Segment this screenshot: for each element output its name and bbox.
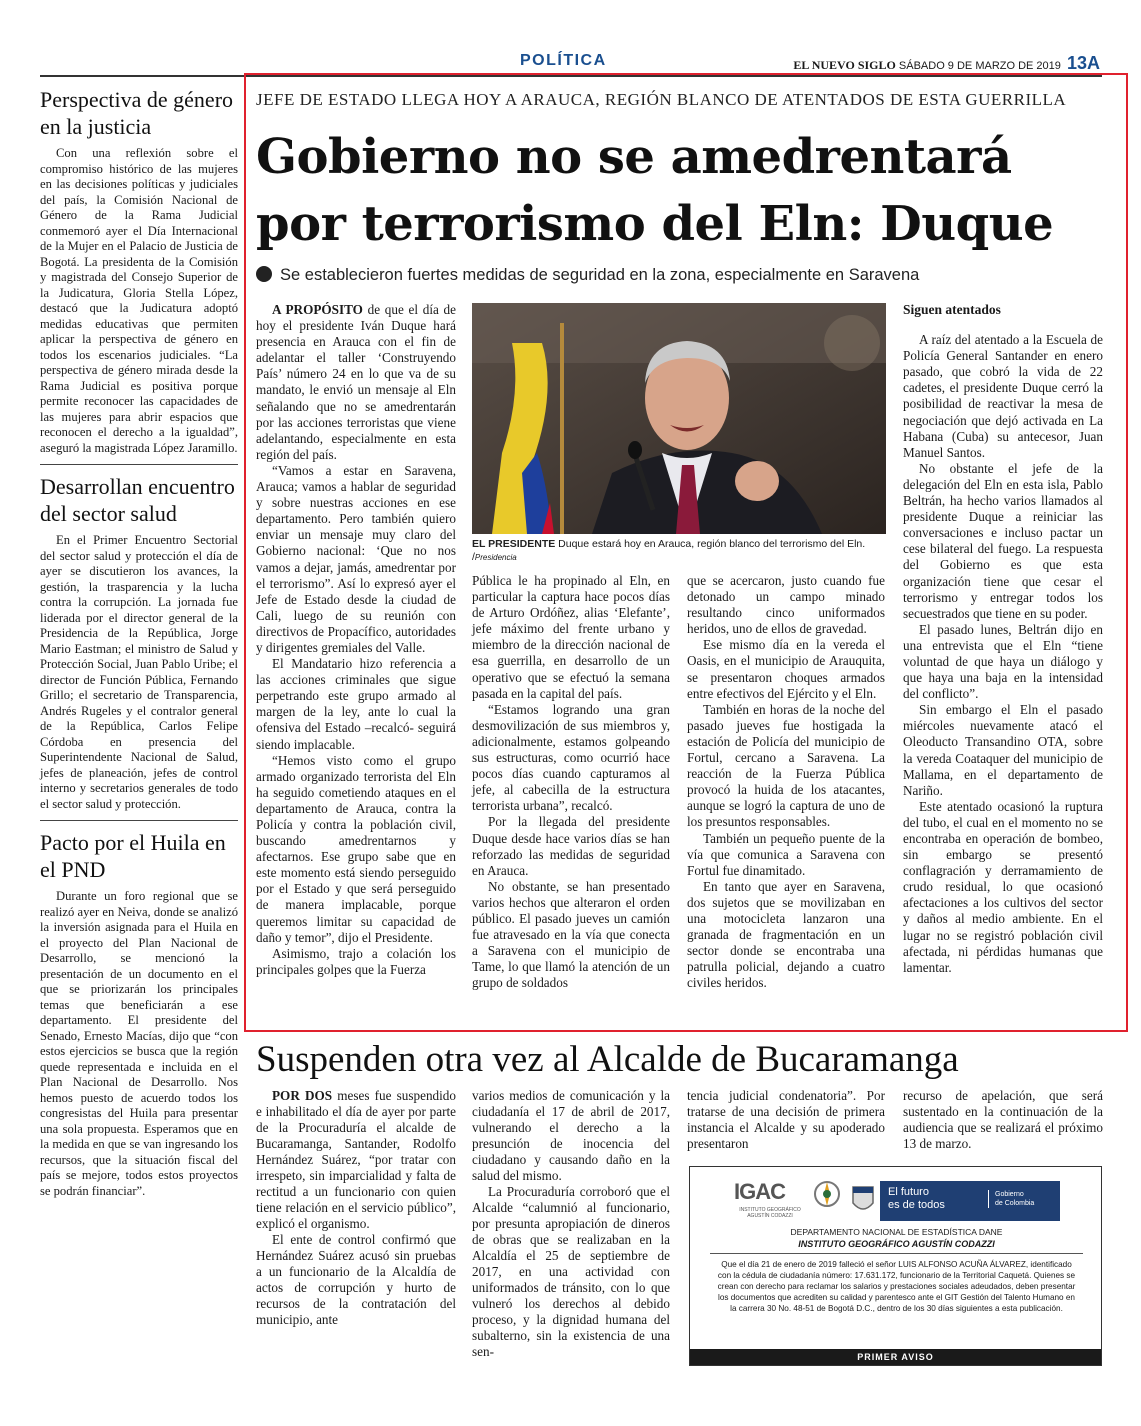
story-subhead: [256, 266, 1116, 285]
paragraph: No obstante el jefe de la delegación del Eln en esta isla, Pablo Beltrán, ha hecho varios llamados al presidente Duque a reiniciar las conversaciones e incluso pactar un cese bilateral del fuego. La respuesta del Gobierno es que esta organización tiene que cesar el terrorismo y entregar todos los secuestrados que tiene en su poder.: [903, 460, 1103, 621]
lead-word: A PROPÓSITO: [272, 302, 363, 317]
president-photo: [472, 303, 886, 534]
section-subtitle: Siguen atentados: [903, 302, 1001, 317]
sidebar-title-huila: Pacto por el Huila en el PND: [40, 830, 226, 882]
caption-text: Duque estará hoy en Arauca, región blanco del terrorismo del Eln. /: [472, 538, 866, 563]
paragraph: El pasado lunes, Beltrán dijo en una entrevista que el Eln “tiene voluntad de que haya un diálogo y que haya una baja en la intensidad del conflicto”.: [903, 621, 1103, 702]
story-headline: Gobierno no se amedrentará por terrorismo del Eln: Duque: [256, 129, 1054, 252]
second-story-column-1: [256, 1088, 456, 1328]
notice-department: DEPARTAMENTO NACIONAL DE ESTADÍSTICA DANE: [790, 1227, 1003, 1237]
notice-divider: [710, 1253, 1083, 1254]
second-story-column-4: [903, 1088, 1103, 1152]
paragraph: POR DOS meses fue suspendido e inhabilitado el día de ayer por parte de la Procuraduría el alcalde de Bucaramanga, Santander, Rodolfo Hernández Suárez, “por tratar con irrespeto, sin imparcialidad y falta de rectitud a un funcionario con quien tiene relación en el servicio público”, explicó el organismo.: [256, 1088, 456, 1231]
caption-lead: EL PRESIDENTE: [472, 538, 556, 550]
coat-of-arms-icon: [850, 1181, 876, 1217]
paragraph: La Procuraduría corroboró que el Alcalde “calumnió al funcionario, por presunta apropiación de dineros de obras que se realizaban en la Alcaldía el 25 de septiembre de 2017, en una actividad con uniformados de tránsito, con lo que vulneró los derechos al debido proceso, y la dignidad humana del subalterno, sin la existencia de una sen-: [472, 1184, 670, 1359]
section-label: POLÍTICA: [520, 52, 607, 69]
paragraph: recurso de apelación, que será sustentado en la continuación de la audiencia que se realizará el próximo 13 de marzo.: [903, 1088, 1103, 1151]
paragraph: Asimismo, trajo a colación los principales golpes que la Fuerza: [256, 945, 456, 977]
subhead-text: Se establecieron fuertes medidas de seguridad en la zona, especialmente en Saravena: [280, 266, 920, 284]
second-story-column-3: [687, 1088, 885, 1152]
paragraph: tencia judicial condenatoria”. Por tratarse de una decisión de primera instancia el Alcalde y su apoderado presentaron: [687, 1088, 885, 1151]
paragraph: También un pequeño puente de la vía que comunica a Saravena con Fortul fue dinamitado.: [687, 830, 885, 878]
paragraph: Ese mismo día en la vereda el Oasis, en el municipio de Arauquita, se presentaron choques armados entre efectivos del Ejército y el Eln.: [687, 637, 885, 701]
sidebar: [40, 86, 238, 1199]
sidebar-title-health: Desarrollan encuentro del sector salud: [40, 474, 235, 526]
gov-name: Gobierno de Colombia: [988, 1190, 1034, 1208]
paragraph: “Vamos a estar en Saravena, Arauca; vamos a hablar de seguridad y sobre nuestras acciones en ese departamento. Pero también quiero enviar un mensaje muy claro del Gobierno nacional: ‘Que no nos vamos a dejar, jamás, amedrentar por el terrorismo”. Así lo expresó ayer el Jefe de Estado desde la ciudad de Cali, luego de su reunión con directivos de Propacífico, autoridades y dirigentes gremiales del Valle.: [256, 462, 456, 655]
paragraph: Sin embargo el Eln el pasado miércoles nuevamente atacó el Oleoducto Transandino OTA, sobre la vereda Coataquer del municipio de Mallama, en el departamento de Nariño.: [903, 702, 1103, 798]
photo-credit: Presidencia: [474, 553, 517, 562]
page-number: 13A: [1066, 53, 1100, 73]
story-column-1: [256, 302, 456, 978]
sidebar-body-gender: Con una reflexión sobre el compromiso histórico de las mujeres en las decisiones políticas y judiciales del país, la Comisión Nacional de Género de la Rama Judicial conmemoró ayer el Día Internacional de la Mujer en el Palacio de Justicia de Bogotá. La presidenta de la Comisión y magistrada del Consejo Superior de la Judicatura, Gloria Stella López, destacó que la Judicatura adoptó medidas educativas que permiten aplicar la perspectiva de género en todos los escenarios judiciales. “La perspectiva de género mirada desde la Rama Judicial es positiva porque permite reconocer las capacidades de las mujeres para abrir espacios que reconocen el derecho a la igualdad”, aseguró la magistrada López Jaramillo.: [40, 146, 238, 455]
bullet-icon: [256, 266, 272, 282]
notice-logos: [730, 1177, 1060, 1227]
story-column-3: [687, 573, 885, 991]
igac-logo: IGAC: [734, 1179, 785, 1204]
notice-text: Que el día 21 de enero de 2019 falleció el señor LUIS ALFONSO ACUÑA ÁLVAREZ, identificado con la cédula de ciudadanía número: 17.631.172, funcionario de la Territorial Caquetá. Quienes se crean con derecho para reclamar los salarios y prestaciones sociales adeudados, deben presentar los documentos que acrediten su calidad y parentesco ante el GIT Gestión del Talento Humano en la carrera 30 No. 48-51 de Bogotá D.C., dentro de los 30 días siguientes a esta publicación.: [717, 1260, 1076, 1313]
paragraph: que se acercaron, justo cuando fue detonado un campo minado resultando cinco uniformados heridos, uno de ellos de gravedad.: [687, 573, 885, 637]
paragraph: No obstante, se han presentado varios hechos que alteraron el orden público. El pasado jueves un camión fue atravesado en la vía que conecta a Saravena con el municipio de Tame, lo que llamó la atención de un grupo de soldados: [472, 878, 670, 991]
second-story-column-2: [472, 1088, 670, 1360]
paragraph: Por la llegada del presidente Duque desde hace varios días se han reforzado las medidas de seguridad en Arauca.: [472, 814, 670, 878]
masthead: [640, 53, 1100, 74]
paragraph: Este atentado ocasionó la ruptura del tubo, el cual en el momento no se encontraba en operación de bombeo, sin embargo se presentó conflagración y derramamiento de crudo residual, lo que ocasionó afectaciones a los cultivos del sector y daños al medio ambiente. En el lugar no se registró población civil afectada, ni pérdidas humanas que lamentar.: [903, 798, 1103, 975]
paragraph: El ente de control confirmó que Hernández Suárez acusó sin pruebas a un funcionario de la Alcaldía de actos de corrupción y hurto de recursos de la contratación del municipio, ante: [256, 1232, 456, 1327]
paragraph: A PROPÓSITO de que el día de hoy el presidente Iván Duque hará presencia en Arauca con el fin de adelantar el taller ‘Construyendo País’ número 24 en lo que va de su mandato, le envió un mensaje al Eln señalando que no se amedrentarán por las acciones terroristas que viene adelantando, especialmente en esta región del país.: [256, 302, 456, 462]
photo-caption: [472, 538, 886, 564]
paper-name: EL NUEVO SIGLO: [793, 58, 896, 72]
story-column-2: [472, 573, 670, 991]
paragraph: El Mandatario hizo referencia a las acciones criminales que sigue perpetrando este grupo armado al margen de la ley, ante lo cual la ofensiva del Estado –recalcó- seguirá siendo implacable.: [256, 656, 456, 752]
sidebar-body-health: En el Primer Encuentro Sectorial del sector salud y protección el día de ayer se discutieron los avances, la gestión, la trasparencia y la lucha contra la corrupción. La jornada fue liderada por el director general de la Presidencia de la República, Jorge Mario Eastman; el ministro de Salud y Protección Social, Juan Pablo Uribe; el director de Función Pública, Fernando Grillo; el secretario de Transparencia, Andrés Rugeles y el contralor general de la República, Carlos Felipe Córdoba en presencia del Superintendente Nacional de Salud, jefes de planeación, jefes de control interno y secretarios generales de todo el sector salud y protección.: [40, 533, 238, 811]
lead-word: POR DOS: [272, 1088, 333, 1103]
issue-date: SÁBADO 9 DE MARZO DE 2019: [898, 60, 1061, 72]
gov-slogan: El futuro es de todos: [888, 1186, 945, 1211]
second-story-headline: Suspenden otra vez al Alcalde de Bucaramanga: [256, 1039, 959, 1080]
igac-logo-subtitle: INSTITUTO GEOGRÁFICO AGUSTÍN CODAZZI: [739, 1207, 801, 1219]
notice-institute: INSTITUTO GEOGRÁFICO AGUSTÍN CODAZZI: [798, 1239, 995, 1249]
story-kicker: JEFE DE ESTADO LLEGA HOY A ARAUCA, REGIÓN BLANCO DE ATENTADOS DE ESTA GUERRILLA: [256, 90, 1067, 109]
story-column-4: [903, 302, 1103, 976]
paragraph: A raíz del atentado a la Escuela de Policía General Santander en enero pasado, que cobró la vida de 22 cadetes, el presidente Duque cerró la posibilidad de reactivar la mesa de negociación que dejó activada en La Habana (Cuba) su antecesor, Juan Manuel Santos.: [903, 332, 1103, 460]
sidebar-divider: [40, 820, 238, 821]
notice-footer-bar: PRIMER AVISO: [690, 1349, 1101, 1365]
sidebar-divider: [40, 464, 238, 465]
paragraph: “Estamos logrando una gran desmovilización de sus miembros y, adicionalmente, estamos golpeando sus estructuras, como ocurrió hace pocos días cuando capturamos al jefe, al cabecilla de la estructura terrorista urbana”, recalcó.: [472, 701, 670, 814]
paragraph: “Hemos visto como el grupo armado organizado terrorista del Eln ha seguido cometiendo ataques en el departamento de Arauca, contra la Policía y contra la población civil, buscando amedrentarnos y afectarnos. Ese grupo sabe que en este momento está siendo perseguido por el Estado y que será perseguido de manera implacable, porque queremos limitar su capacidad de daño y temor”, dijo el Presidente.: [256, 752, 456, 945]
paragraph: Pública le ha propinado al Eln, en particular la captura hace pocos días de Arturo Ordóñez, alias ‘Elefante’, jefe máximo del frente urbano y miembro de la dirección nacional de esa guerrilla, en desarrollo de un operativo que se efectuó la semana pasada en la capital del país.: [472, 573, 670, 701]
paragraph: También en horas de la noche del pasado jueves fue hostigada la estación de Policía del municipio de Fortul, cercano a Saravena. La reacción de la Fuerza Pública provocó la huida de los atacantes, aunque se logró la captura de uno de los presuntos responsables.: [687, 701, 885, 830]
photo-illustration: [472, 303, 886, 534]
death-notice-ad: [689, 1166, 1102, 1366]
sidebar-body-huila: Durante un foro regional que se realizó ayer en Neiva, donde se analizó la inversión asignada para el Huila en el proyecto del Plan Nacional de Desarrollo, se mencionó la presentación de un documento en el que se priorizarán los principales temas que beneficiarán a ese departamento. El presidente del Senado, Ernesto Macías, dijo que “con estos ejercicios se busca que la región quede representada e incluida en el Plan Nacional de Desarrollo. Nos hemos puesto de acuerdo todos los congresistas del Huila para presentar una sola propuesta. Esperamos que en la medida en que se van ingresando los recursos, que la situación fiscal del país se mejore, todos estos proyectos se podrán financiar”.: [40, 889, 238, 1198]
igac-emblem-icon: [812, 1179, 842, 1217]
sidebar-title-gender: Perspectiva de género en la justicia: [40, 87, 234, 139]
gobierno-banner: [880, 1181, 1060, 1221]
paragraph: En tanto que ayer en Saravena, dos sujetos que se movilizaban en una motocicleta lanzaron una granada de fragmentación en un sector donde se encontraba una patrulla policial, dejando a cuatro civiles heridos.: [687, 878, 885, 991]
paragraph: varios medios de comunicación y la ciudadanía el 17 de abril de 2017, vulnerando el derecho a la presunción de inocencia del ciudadano y causando daño en la salud del mismo.: [472, 1088, 670, 1183]
